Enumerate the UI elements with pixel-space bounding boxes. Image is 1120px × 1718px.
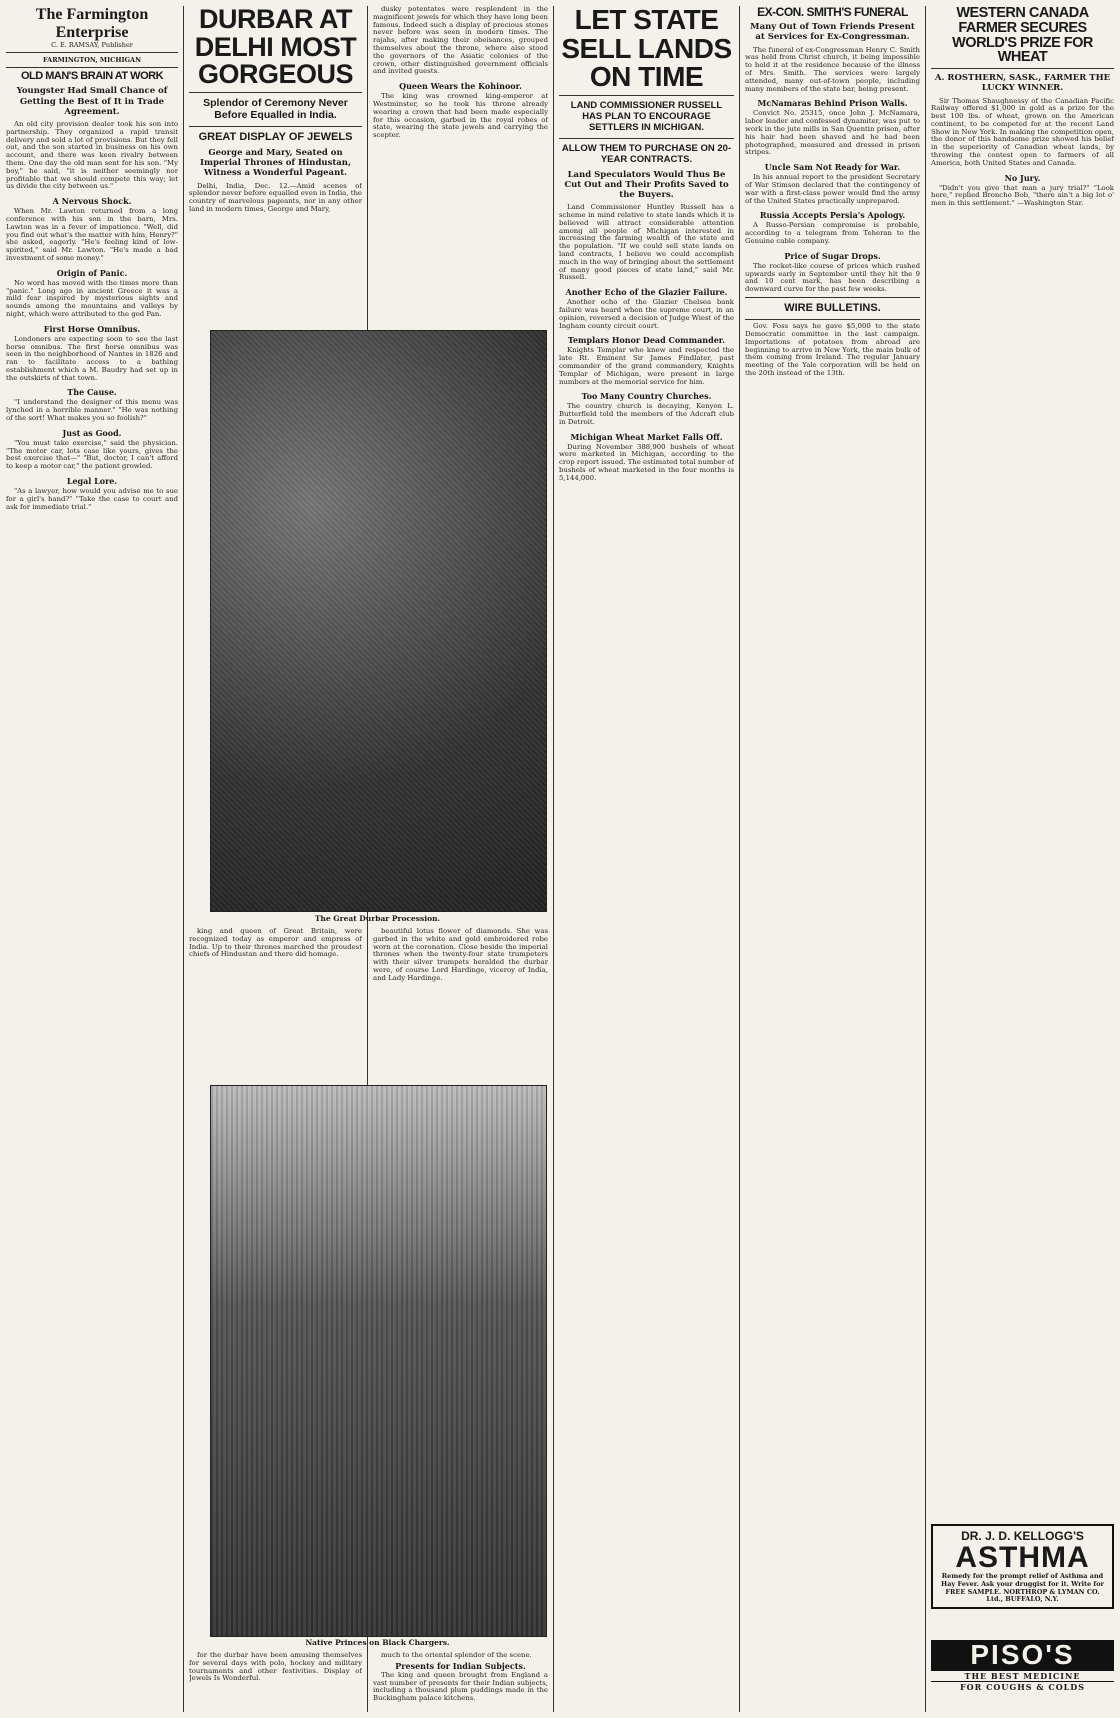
caption-procession: The Great Durbar Procession. bbox=[314, 914, 441, 923]
article-legal: "As a lawyer, how would you advise me to sue for a girl's hand?" "Take the case to court and ask for immediate trial." bbox=[6, 487, 178, 511]
subhead-sugar: Price of Sugar Drops. bbox=[784, 250, 881, 261]
ad-asthma-body: Remedy for the prompt relief of Asthma and Hay Fever. Ask your druggist for it. Write for FREE SAMPLE. NORTHROP & LYMAN CO. Ltd., BUFFALO, N.Y. bbox=[941, 1572, 1104, 1604]
article-panic: No word has moved with the times more than "panic." Long ago in ancient Greece it was a mild fear inspired by mysterious sights and sounds among the mountains and valleys by night, which were attributed to the god Pan. bbox=[6, 278, 178, 318]
headline-durbar: DURBAR AT DELHI MOST GORGEOUS bbox=[194, 6, 357, 90]
subhead-jury: No Jury. bbox=[1004, 172, 1041, 183]
article-state-lands: Land Commissioner Huntley Russell has a scheme in mind relative to state lands which it is believed will attract considerable attention among all people of Michigan interested in increasing the farming wealth of the state and the population. "If we could sell state lands on land contracts, I believe we could accomplish much in the way of bringing about the settlement of many good pieces of state land," said Mr. Russell. bbox=[559, 203, 734, 282]
column-5 bbox=[745, 6, 920, 1712]
column-3-bottom bbox=[373, 1652, 548, 1712]
article-churches: The country church is decaying, Kenyon L. Butterfield told the members of the Adcraft club in Detroit. bbox=[559, 402, 734, 426]
article-glazier: Another echo of the Glazier Chelsea bank failure was heard when the supreme court, in an opinion, reversed a decision of Judge Wiest of the Ingham county circuit court. bbox=[559, 298, 734, 330]
article-nervous: When Mr. Lawton returned from a long conference with his son in the barn, Mrs. Lawton was in a fever of impatience. "Well, did you find out what's the matter with him, Henry?" she asked, eagerly. "He's feeling kind of low-spirited," said Mr. Lawton. "He's made a bad investment of some money." bbox=[6, 207, 178, 262]
ad-piso-tag: THE BEST MEDICINE bbox=[964, 1670, 1081, 1681]
masthead-location: FARMINGTON, MICHIGAN bbox=[42, 56, 142, 65]
article-old-man: An old city provision dealer took his son into partnership. They organized a rapid transit delivery and sold a lot of provisions. But they fell out, and the son started in business on his own account, and there was keen rivalry between them. One day the old man sent for his son. "My boy," he said, "it is neither seemingly nor profitable that we should compete this way; let us divide the city between us." bbox=[6, 119, 178, 191]
headline-old-man: OLD MAN'S BRAIN AT WORK bbox=[20, 70, 164, 83]
durbar-procession-photo bbox=[210, 330, 547, 912]
ad-asthma-title: ASTHMA bbox=[955, 1541, 1090, 1574]
article-durbar-2: king and queen of Great Britain, were recognized today as emperor and empress of India. Up to their thrones marched the proudest chiefs of Hindustan and there did homage. bbox=[189, 928, 362, 959]
ad-piso-for: FOR COUGHS & COLDS bbox=[931, 1681, 1114, 1692]
article-cause: "I understand the designer of this menu was lynched in a horrible manner." "He was nothing of the sort! What makes you so foolish?" bbox=[6, 398, 178, 423]
subhead-russia: Russia Accepts Persia's Apology. bbox=[759, 210, 906, 221]
article-lotus: beautiful lotus flower of diamonds. She was garbed in the white and gold embroidered robe worn at the coronation. Close beside the imperial thrones when the twenty-four state trumpeters with their silver trumpets heralded the durbar were, of course Lord Hardinge, viceroy of India, and Lady Hardinge. bbox=[373, 928, 548, 982]
article-war: In his annual report to the president Secretary of War Stimson declared that the contingency of war with a first-class power would find the army of the United States practically unprepared. bbox=[745, 173, 920, 205]
article-smith: The funeral of ex-Congressman Henry C. Smith was held from Christ church, it being impossible to hold it at the residence because of the illness of Mrs. Smith. The services were largely attended, many out-of-town people, including many members of the state bar, being present. bbox=[745, 45, 920, 93]
subhead-rosthern: A. ROSTHERN, SASK., FARMER THE LUCKY WINNER. bbox=[934, 73, 1111, 94]
article-presents: The king and queen brought from England a vast number of presents for their Indian subjects, including a thousand plum puddings made in the Buckingham palace kitchens. bbox=[373, 1670, 548, 1703]
article-sugar: The rocket-like course of prices which rushed upwards early in September until they hit the 9 and 10 cent mark, has been describing a downward curve for the past few weeks. bbox=[745, 261, 920, 294]
headline-smith-funeral: EX-CON. SMITH'S FUNERAL bbox=[757, 6, 908, 19]
article-canada-wheat: Sir Thomas Shaughnessy of the Canadian Pacific Railway offered $1,000 in gold as a prize for the best 100 lbs. of wheat, grown on the American continent, to be competed for at the recent Land Show in New York. In making the competition open, the donor of this handsome prize showed his belief in the superiority of Canadian wheat lands, by throwing the contest open to farmers of all America, both United States and Canada. bbox=[931, 96, 1114, 167]
subhead-speculators: Land Speculators Would Thus Be Cut Out and Their Profits Saved to the Buyers. bbox=[564, 169, 729, 200]
article-jury: "Didn't you give that man a jury trial?" "Look here," replied Broncho Bob, "there ain't a big lot o' men in this settlement." —Washington Star. bbox=[931, 183, 1114, 208]
masthead-title: The Farmington Enterprise bbox=[35, 6, 149, 41]
subhead-churches: Too Many Country Churches. bbox=[581, 391, 712, 402]
article-durbar: Delhi, India, Dec. 12.—Amid scenes of splendor never before equalled even in India, the country of marvelous pageants, nor in any other land in modern times, George and Mary, bbox=[189, 181, 362, 213]
article-wheat-market: During November 388,900 bushels of wheat were marketed in Michigan, according to the crop report issued. The estimated total number of bushels of wheat marketed in the four months is 5,144,000. bbox=[559, 442, 734, 482]
column-2-continued bbox=[189, 928, 362, 1068]
subhead-wheat-market: Michigan Wheat Market Falls Off. bbox=[570, 431, 723, 442]
column-1 bbox=[6, 6, 178, 1712]
subhead-pageant: George and Mary, Seated on Imperial Thrones of Hindustan, Witness a Wonderful Pageant. bbox=[200, 147, 351, 179]
caption-princes: Native Princes on Black Chargers. bbox=[305, 1638, 450, 1647]
subhead-20-year: ALLOW THEM TO PURCHASE ON 20-YEAR CONTRACTS. bbox=[561, 142, 732, 166]
ad-kellogg-name: DR. J. D. KELLOGG'S bbox=[961, 1529, 1084, 1543]
subhead-good: Just as Good. bbox=[62, 427, 122, 438]
subhead-russell: LAND COMMISSIONER RUSSELL HAS PLAN TO ENCOURAGE SETTLERS IN MICHIGAN. bbox=[570, 99, 723, 134]
article-templars: Knights Templar who knew and respected the late Rt. Eminent Sir James Findlater, past commander of the grand commandery, Knights Templar of Michigan, were present in large numbers at the memorial service for him. bbox=[559, 346, 734, 386]
article-potentates: dusky potentates were resplendent in the magnificent jewels for which they have long been famous. Indeed such a display of precious stones never before was seen in modern times. The rajahs, after making their obeisances, grouped themselves about the throne, where also stood the governors of the Asiatic colonies of the crown, other distinguished government officials and invited guests. bbox=[373, 6, 548, 76]
subhead-durbar: Splendor of Ceremony Never Before Equalled in India. bbox=[203, 96, 348, 122]
subhead-omnibus: First Horse Omnibus. bbox=[43, 323, 141, 334]
article-kohinoor: The king was crowned king-emperor at Westminster, so he took his throne already wearing a crown that had been made especially for this occasion, garbed in the royal robes of state, wearing the state jewels and carrying the scepter. bbox=[373, 92, 548, 140]
subhead-cause: The Cause. bbox=[67, 387, 117, 398]
subhead-templars: Templars Honor Dead Commander. bbox=[567, 335, 726, 346]
native-princes-photo bbox=[210, 1085, 547, 1637]
headline-wire-bulletins: WIRE BULLETINS. bbox=[784, 301, 881, 314]
column-3 bbox=[373, 6, 548, 324]
headline-state-lands: LET STATE SELL LANDS ON TIME bbox=[561, 6, 732, 93]
subhead-war: Uncle Sam Not Ready for War. bbox=[764, 162, 901, 173]
subhead-nervous: A Nervous Shock. bbox=[52, 196, 132, 207]
column-rule bbox=[925, 6, 926, 1712]
column-6 bbox=[931, 6, 1114, 1712]
column-rule bbox=[553, 6, 554, 1712]
article-splendor: much to the oriental splendor of the scene. bbox=[381, 1652, 532, 1659]
column-2-bottom bbox=[189, 1652, 362, 1712]
article-russia: A Russo-Persian compromise is probable, according to a telegram from Teheran to the Genuine cable company. bbox=[745, 221, 920, 245]
subhead-mcnamaras: McNamaras Behind Prison Walls. bbox=[757, 98, 908, 109]
ad-piso-brand: PISO'S bbox=[931, 1640, 1114, 1671]
article-good: "You must take exercise," said the physician. "The motor car, lots case like yours, gives the best exercise that—" "But, doctor, I can't afford to keep a motor car," the patient growled. bbox=[6, 438, 178, 471]
article-polo: for the durbar have been amusing themselves for several days with polo, hockey and military tournaments and other festivities. Display of Jewels Is Wonderful. bbox=[189, 1652, 362, 1683]
subhead-old-man: Youngster Had Small Chance of Getting the Best of It in Trade Agreement. bbox=[16, 86, 168, 117]
subhead-kohinoor: Queen Wears the Kohinoor. bbox=[399, 81, 522, 92]
subhead-jewels: GREAT DISPLAY OF JEWELS bbox=[198, 130, 353, 143]
article-mcnamaras: Convict No. 25315, once John J. McNamara, labor leader and confessed dynamiter, was put to work in the jute mills in San Quentin prison, after his hair had been shaved and he had been photographed, measured and dressed in prison stripes. bbox=[745, 109, 920, 157]
subhead-presents: Presents for Indian Subjects. bbox=[395, 1660, 526, 1671]
masthead-publisher: C. E. RAMSAY, Publisher bbox=[51, 41, 133, 50]
subhead-legal: Legal Lore. bbox=[66, 476, 118, 487]
column-rule bbox=[183, 6, 184, 1712]
column-rule bbox=[739, 6, 740, 1712]
article-bulletins: Gov. Foss says he gave $5,000 to the state Democratic committee in the last campaign. Importations of potatoes from abroad are beginning to arrive in New York, the main bulk of them coming from Ireland. The regular January meeting of the Yale corporation will be held on the 20th instead of the 13th. bbox=[745, 322, 920, 377]
column-3-continued bbox=[373, 928, 548, 1068]
column-4 bbox=[559, 6, 734, 1712]
asthma-advertisement bbox=[931, 1520, 1114, 1609]
subhead-glazier: Another Echo of the Glazier Failure. bbox=[565, 287, 728, 298]
article-omnibus: Londoners are expecting soon to see the last horse omnibus. The first horse omnibus was seen in the neighborhood of Nantes in 1826 and ran to facilitate access to a bathing establishment which a M. Baudry had set up in the outskirts of that town. bbox=[6, 334, 178, 382]
headline-canada-wheat: WESTERN CANADA FARMER SECURES WORLD'S PRIZE FOR WHEAT bbox=[952, 6, 1093, 66]
subhead-panic: Origin of Panic. bbox=[56, 267, 128, 278]
piso-advertisement bbox=[931, 1640, 1114, 1692]
subhead-smith: Many Out of Town Friends Present at Services for Ex-Congressman. bbox=[750, 22, 915, 43]
